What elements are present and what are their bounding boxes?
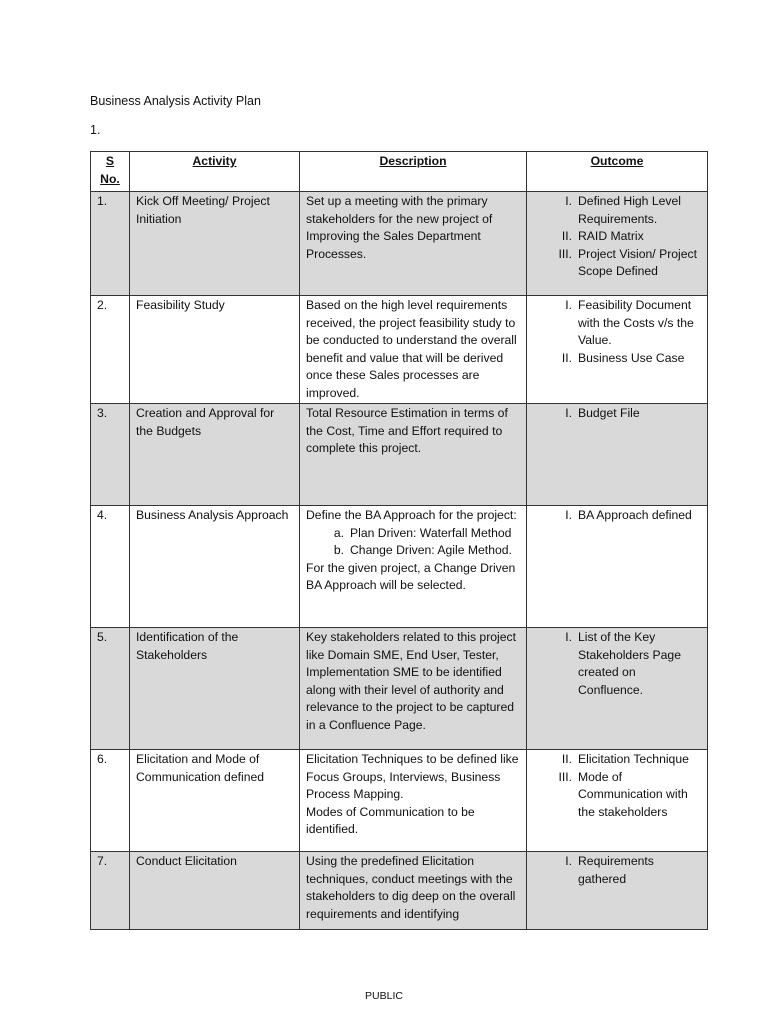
row-activity: Feasibility Study bbox=[130, 296, 300, 404]
row-description bbox=[300, 750, 527, 852]
description-intro: Define the BA Approach for the project: bbox=[306, 508, 517, 522]
outcome-item: I. Feasibility Document with the Costs v/s the Value. bbox=[565, 298, 694, 347]
outcome-item: I. List of the Key Stakeholders Page created on Confluence. bbox=[565, 630, 681, 697]
row-activity: Business Analysis Approach bbox=[130, 506, 300, 628]
table-row bbox=[91, 506, 708, 628]
outcome-item: I. Defined High Level Requirements. bbox=[565, 194, 681, 226]
header-activity: Activity bbox=[130, 152, 300, 192]
outcome-item: I. BA Approach defined bbox=[565, 508, 692, 522]
row-outcome bbox=[527, 750, 708, 852]
outcome-item: II. Elicitation Technique bbox=[561, 752, 689, 766]
row-sno: 1. bbox=[91, 192, 130, 296]
row-activity: Identification of the Stakeholders bbox=[130, 628, 300, 750]
row-description: Set up a meeting with the primary stakeholders for the new project of Improving the Sales Department Processes. bbox=[300, 192, 527, 296]
table-row bbox=[91, 852, 708, 930]
row-description: Key stakeholders related to this project like Domain SME, End User, Tester, Implementation SME to be identified along with their level of authority and relevance to the project to be captured in a Confluence Page. bbox=[300, 628, 527, 750]
table-row bbox=[91, 404, 708, 506]
table-header-row bbox=[91, 152, 708, 192]
approach-item: a. Plan Driven: Waterfall Method bbox=[333, 525, 512, 540]
section-number: 1. bbox=[90, 123, 101, 137]
row-sno: 5. bbox=[91, 628, 130, 750]
row-description: Based on the high level requirements received, the project feasibility study to be conducted to understand the overall benefit and value that will be derived once these Sales processes are improved. bbox=[300, 296, 527, 404]
table-row bbox=[91, 750, 708, 852]
description-note: Modes of Communication to be identified. bbox=[306, 804, 475, 836]
row-sno: 7. bbox=[91, 852, 130, 930]
row-description: Using the predefined Elicitation techniques, conduct meetings with the stakeholders to dig deep on the overall requirements and identifying bbox=[300, 852, 527, 930]
row-outcome bbox=[527, 852, 708, 930]
row-outcome bbox=[527, 192, 708, 296]
row-activity: Conduct Elicitation bbox=[130, 852, 300, 930]
footer-classification: PUBLIC bbox=[365, 990, 403, 1002]
table-row bbox=[91, 296, 708, 404]
row-outcome bbox=[527, 506, 708, 628]
row-sno: 6. bbox=[91, 750, 130, 852]
row-sno: 2. bbox=[91, 296, 130, 404]
row-outcome bbox=[527, 628, 708, 750]
outcome-item: II. RAID Matrix bbox=[561, 229, 644, 243]
header-sno: S No. bbox=[91, 152, 130, 192]
description-note: For the given project, a Change Driven BA Approach will be selected. bbox=[306, 560, 516, 592]
row-activity: Kick Off Meeting/ Project Initiation bbox=[130, 192, 300, 296]
outcome-item: III. Project Vision/ Project Scope Defined bbox=[558, 246, 697, 278]
outcome-item: I. Requirements gathered bbox=[565, 854, 654, 886]
row-description: Total Resource Estimation in terms of the Cost, Time and Effort required to complete this project. bbox=[300, 404, 527, 506]
approach-item: b. Change Driven: Agile Method. bbox=[333, 543, 512, 557]
outcome-item: I. Budget File bbox=[565, 406, 640, 420]
row-sno: 3. bbox=[91, 404, 130, 506]
document-title: Business Analysis Activity Plan bbox=[90, 94, 261, 108]
row-outcome bbox=[527, 404, 708, 506]
activity-plan-table bbox=[90, 151, 708, 930]
outcome-item: III. Mode of Communication with the stakeholders bbox=[558, 769, 688, 819]
table-row bbox=[91, 192, 708, 296]
row-sno: 4. bbox=[91, 506, 130, 628]
row-activity: Creation and Approval for the Budgets bbox=[130, 404, 300, 506]
header-outcome: Outcome bbox=[527, 152, 708, 192]
outcome-item: II. Business Use Case bbox=[561, 350, 685, 365]
row-outcome bbox=[527, 296, 708, 404]
description-main: Elicitation Techniques to be defined like Focus Groups, Interviews, Business Process Mapping. bbox=[306, 752, 519, 801]
table-row bbox=[91, 628, 708, 750]
header-description: Description bbox=[300, 152, 527, 192]
row-description bbox=[300, 506, 527, 628]
row-activity: Elicitation and Mode of Communication defined bbox=[130, 750, 300, 852]
